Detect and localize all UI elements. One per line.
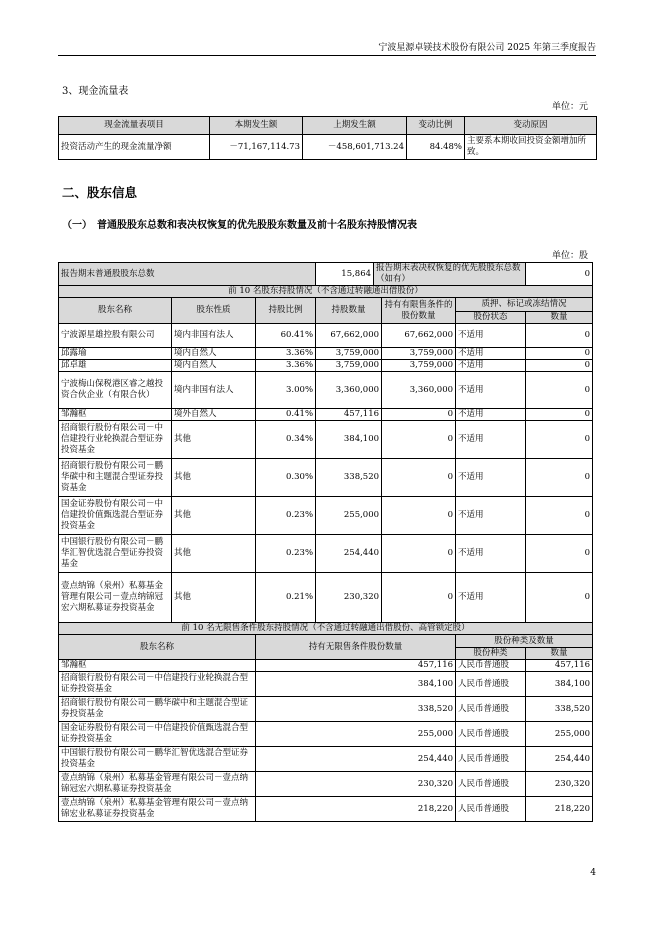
cashflow-change-ratio: 84.48% bbox=[407, 135, 465, 160]
holder-nature: 境外自然人 bbox=[172, 409, 256, 421]
holder-nature: 境内非国有法人 bbox=[172, 372, 256, 409]
holder-ratio: 0.23% bbox=[256, 535, 316, 573]
holder-restricted-qty: 0 bbox=[382, 409, 456, 421]
unres-header-kind: 股份种类 bbox=[456, 648, 526, 660]
pledge-status: 不适用 bbox=[456, 360, 526, 372]
holder-qty: 254,440 bbox=[316, 535, 382, 573]
unrestricted-row bbox=[59, 722, 593, 747]
top10-row bbox=[59, 421, 593, 459]
total-holders-value: 15,864 bbox=[316, 263, 374, 286]
holder-restricted-qty: 3,759,000 bbox=[382, 348, 456, 360]
unres-share-kind: 人民币普通股 bbox=[456, 722, 526, 747]
holder-ratio: 60.41% bbox=[256, 324, 316, 348]
unrestricted-row bbox=[59, 772, 593, 797]
top10-section-title: 前 10 名股东持股情况（不含通过转融通出借股份） bbox=[59, 286, 593, 298]
top10-row bbox=[59, 535, 593, 573]
unres-holder-name: 招商银行股份有限公司－中信建投行业轮换混合型证券投资基金 bbox=[59, 672, 256, 697]
holder-name: 中国银行股份有限公司－鹏华汇智优选混合型证券投资基金 bbox=[59, 535, 172, 573]
holder-nature: 境内自然人 bbox=[172, 360, 256, 372]
cashflow-section-title: 3、现金流量表 bbox=[62, 86, 129, 97]
holder-ratio: 3.36% bbox=[256, 360, 316, 372]
holder-ratio: 3.36% bbox=[256, 348, 316, 360]
cashflow-change-reason: 主要系本期收回投资金额增加所致。 bbox=[465, 135, 597, 160]
holder-qty: 67,662,000 bbox=[316, 324, 382, 348]
unres-share-kind: 人民币普通股 bbox=[456, 747, 526, 772]
pledge-status: 不适用 bbox=[456, 497, 526, 535]
pledge-count: 0 bbox=[526, 459, 593, 497]
unres-holder-qty: 384,100 bbox=[256, 672, 456, 697]
pledge-count: 0 bbox=[526, 535, 593, 573]
total-holders-label: 报告期末普通股股东总数 bbox=[59, 263, 316, 286]
cashflow-item-name: 投资活动产生的现金流量净额 bbox=[59, 135, 210, 160]
unres-holder-qty: 338,520 bbox=[256, 697, 456, 722]
pledge-status: 不适用 bbox=[456, 573, 526, 623]
cashflow-header-cell: 变动原因 bbox=[465, 117, 597, 135]
unres-header-kind-group: 股份种类及数量 bbox=[456, 635, 593, 648]
holder-name: 邹瀚枢 bbox=[59, 409, 172, 421]
pledge-status: 不适用 bbox=[456, 324, 526, 348]
holder-restricted-qty: 0 bbox=[382, 535, 456, 573]
top10-header-restricted: 持有有限售条件的股份数量 bbox=[382, 298, 456, 324]
pledge-status: 不适用 bbox=[456, 409, 526, 421]
holder-name: 招商银行股份有限公司－中信建投行业轮换混合型证券投资基金 bbox=[59, 421, 172, 459]
unres-holder-qty: 255,000 bbox=[256, 722, 456, 747]
pledge-count: 0 bbox=[526, 497, 593, 535]
cashflow-header-cell: 变动比例 bbox=[407, 117, 465, 135]
holder-name: 壹点纳锦（泉州）私募基金管理有限公司－壹点纳锦冠宏六期私募证券投资基金 bbox=[59, 573, 172, 623]
holder-qty: 384,100 bbox=[316, 421, 382, 459]
shareholder-table bbox=[58, 262, 593, 822]
cashflow-table bbox=[58, 116, 597, 160]
unres-holder-name: 国金证券股份有限公司－中信建投价值甄选混合型证券投资基金 bbox=[59, 722, 256, 747]
holder-restricted-qty: 0 bbox=[382, 573, 456, 623]
page-number: 4 bbox=[590, 868, 596, 878]
top10-header-count: 数量 bbox=[526, 312, 593, 324]
holder-nature: 其他 bbox=[172, 573, 256, 623]
holder-restricted-qty: 3,360,000 bbox=[382, 372, 456, 409]
holder-restricted-qty: 0 bbox=[382, 459, 456, 497]
unres-share-kind: 人民币普通股 bbox=[456, 797, 526, 822]
cashflow-header-cell: 上期发生额 bbox=[303, 117, 407, 135]
holder-name: 宁波源星雄控股有限公司 bbox=[59, 324, 172, 348]
pledge-status: 不适用 bbox=[456, 421, 526, 459]
top10-header-nature: 股东性质 bbox=[172, 298, 256, 324]
holder-restricted-qty: 0 bbox=[382, 421, 456, 459]
preferred-holders-label: 报告期末表决权恢复的优先股股东总数（如有） bbox=[374, 263, 526, 286]
preferred-holders-value: 0 bbox=[526, 263, 593, 286]
unrestricted-row bbox=[59, 747, 593, 772]
pledge-count: 0 bbox=[526, 372, 593, 409]
shareholder-subtitle: （一） 普通股股东总数和表决权恢复的优先股股东数量及前十名股东持股情况表 bbox=[62, 220, 417, 231]
unres-share-kind: 人民币普通股 bbox=[456, 697, 526, 722]
holder-ratio: 3.00% bbox=[256, 372, 316, 409]
top10-header-qty: 持股数量 bbox=[316, 298, 382, 324]
shareholder-unit: 单位：股 bbox=[551, 251, 588, 261]
unres-share-count: 254,440 bbox=[526, 747, 593, 772]
pledge-count: 0 bbox=[526, 573, 593, 623]
holder-ratio: 0.30% bbox=[256, 459, 316, 497]
pledge-count: 0 bbox=[526, 360, 593, 372]
page-header: 宁波星源卓镁技术股份有限公司 2025 年第三季度报告 bbox=[58, 42, 596, 56]
holder-restricted-qty: 3,759,000 bbox=[382, 360, 456, 372]
holder-name: 邱卓雄 bbox=[59, 360, 172, 372]
holder-name: 国金证券股份有限公司－中信建投价值甄选混合型证券投资基金 bbox=[59, 497, 172, 535]
top10-row bbox=[59, 459, 593, 497]
unrestricted-section-title: 前 10 名无限售条件股东持股情况（不含通过转融通出借股份、高管锁定股） bbox=[59, 623, 593, 635]
holder-ratio: 0.34% bbox=[256, 421, 316, 459]
unres-holder-qty: 254,440 bbox=[256, 747, 456, 772]
pledge-count: 0 bbox=[526, 348, 593, 360]
top10-row bbox=[59, 348, 593, 360]
top10-row bbox=[59, 360, 593, 372]
holder-qty: 255,000 bbox=[316, 497, 382, 535]
unres-share-count: 230,320 bbox=[526, 772, 593, 797]
unres-share-kind: 人民币普通股 bbox=[456, 672, 526, 697]
unrestricted-row bbox=[59, 660, 593, 672]
unres-holder-name: 壹点纳锦（泉州）私募基金管理有限公司－壹点纳锦冠宏六期私募证券投资基金 bbox=[59, 772, 256, 797]
holder-nature: 其他 bbox=[172, 421, 256, 459]
holder-nature: 其他 bbox=[172, 459, 256, 497]
cashflow-header-cell: 本期发生额 bbox=[210, 117, 303, 135]
shareholder-section-title: 二、股东信息 bbox=[62, 185, 138, 200]
unres-share-kind: 人民币普通股 bbox=[456, 660, 526, 672]
pledge-status: 不适用 bbox=[456, 372, 526, 409]
holder-nature: 其他 bbox=[172, 497, 256, 535]
pledge-count: 0 bbox=[526, 421, 593, 459]
cashflow-header-cell: 现金流量表项目 bbox=[59, 117, 210, 135]
cashflow-unit: 单位：元 bbox=[551, 102, 588, 112]
holder-qty: 457,116 bbox=[316, 409, 382, 421]
holder-ratio: 0.21% bbox=[256, 573, 316, 623]
holder-restricted-qty: 0 bbox=[382, 497, 456, 535]
unres-header-name: 股东名称 bbox=[59, 635, 256, 660]
holder-qty: 3,759,000 bbox=[316, 360, 382, 372]
unrestricted-row bbox=[59, 797, 593, 822]
unres-holder-name: 中国银行股份有限公司－鹏华汇智优选混合型证券投资基金 bbox=[59, 747, 256, 772]
unres-header-qty: 持有无限售条件股份数量 bbox=[256, 635, 456, 660]
unres-share-count: 384,100 bbox=[526, 672, 593, 697]
top10-row bbox=[59, 573, 593, 623]
unres-share-count: 218,220 bbox=[526, 797, 593, 822]
pledge-status: 不适用 bbox=[456, 348, 526, 360]
unres-share-count: 457,116 bbox=[526, 660, 593, 672]
holder-nature: 境内自然人 bbox=[172, 348, 256, 360]
holder-nature: 境内非国有法人 bbox=[172, 324, 256, 348]
unres-holder-qty: 230,320 bbox=[256, 772, 456, 797]
unres-holder-qty: 218,220 bbox=[256, 797, 456, 822]
top10-row bbox=[59, 324, 593, 348]
cashflow-prior-amount: －458,601,713.24 bbox=[303, 135, 407, 160]
unres-share-count: 338,520 bbox=[526, 697, 593, 722]
unres-holder-name: 邹瀚枢 bbox=[59, 660, 256, 672]
holder-qty: 338,520 bbox=[316, 459, 382, 497]
holder-restricted-qty: 67,662,000 bbox=[382, 324, 456, 348]
holder-qty: 3,759,000 bbox=[316, 348, 382, 360]
top10-row bbox=[59, 497, 593, 535]
unrestricted-row bbox=[59, 672, 593, 697]
cashflow-current-amount: －71,167,114.73 bbox=[210, 135, 303, 160]
unres-header-count: 数量 bbox=[526, 648, 593, 660]
holder-qty: 3,360,000 bbox=[316, 372, 382, 409]
pledge-count: 0 bbox=[526, 409, 593, 421]
top10-header-name: 股东名称 bbox=[59, 298, 172, 324]
top10-row bbox=[59, 372, 593, 409]
unres-holder-qty: 457,116 bbox=[256, 660, 456, 672]
pledge-status: 不适用 bbox=[456, 535, 526, 573]
unres-share-count: 255,000 bbox=[526, 722, 593, 747]
unres-share-kind: 人民币普通股 bbox=[456, 772, 526, 797]
holder-name: 招商银行股份有限公司－鹏华碳中和主题混合型证券投资基金 bbox=[59, 459, 172, 497]
unres-holder-name: 招商银行股份有限公司－鹏华碳中和主题混合型证券投资基金 bbox=[59, 697, 256, 722]
top10-header-status: 股份状态 bbox=[456, 312, 526, 324]
unrestricted-row bbox=[59, 697, 593, 722]
holder-ratio: 0.41% bbox=[256, 409, 316, 421]
top10-header-pledge: 质押、标记或冻结情况 bbox=[456, 298, 593, 312]
holder-ratio: 0.23% bbox=[256, 497, 316, 535]
holder-qty: 230,320 bbox=[316, 573, 382, 623]
top10-row bbox=[59, 409, 593, 421]
holder-name: 宁波梅山保税港区睿之越投资合伙企业（有限合伙） bbox=[59, 372, 172, 409]
pledge-status: 不适用 bbox=[456, 459, 526, 497]
unres-holder-name: 壹点纳锦（泉州）私募基金管理有限公司－壹点纳锦宏业私募证券投资基金 bbox=[59, 797, 256, 822]
holder-nature: 其他 bbox=[172, 535, 256, 573]
top10-header-ratio: 持股比例 bbox=[256, 298, 316, 324]
holder-name: 邱露瑜 bbox=[59, 348, 172, 360]
pledge-count: 0 bbox=[526, 324, 593, 348]
